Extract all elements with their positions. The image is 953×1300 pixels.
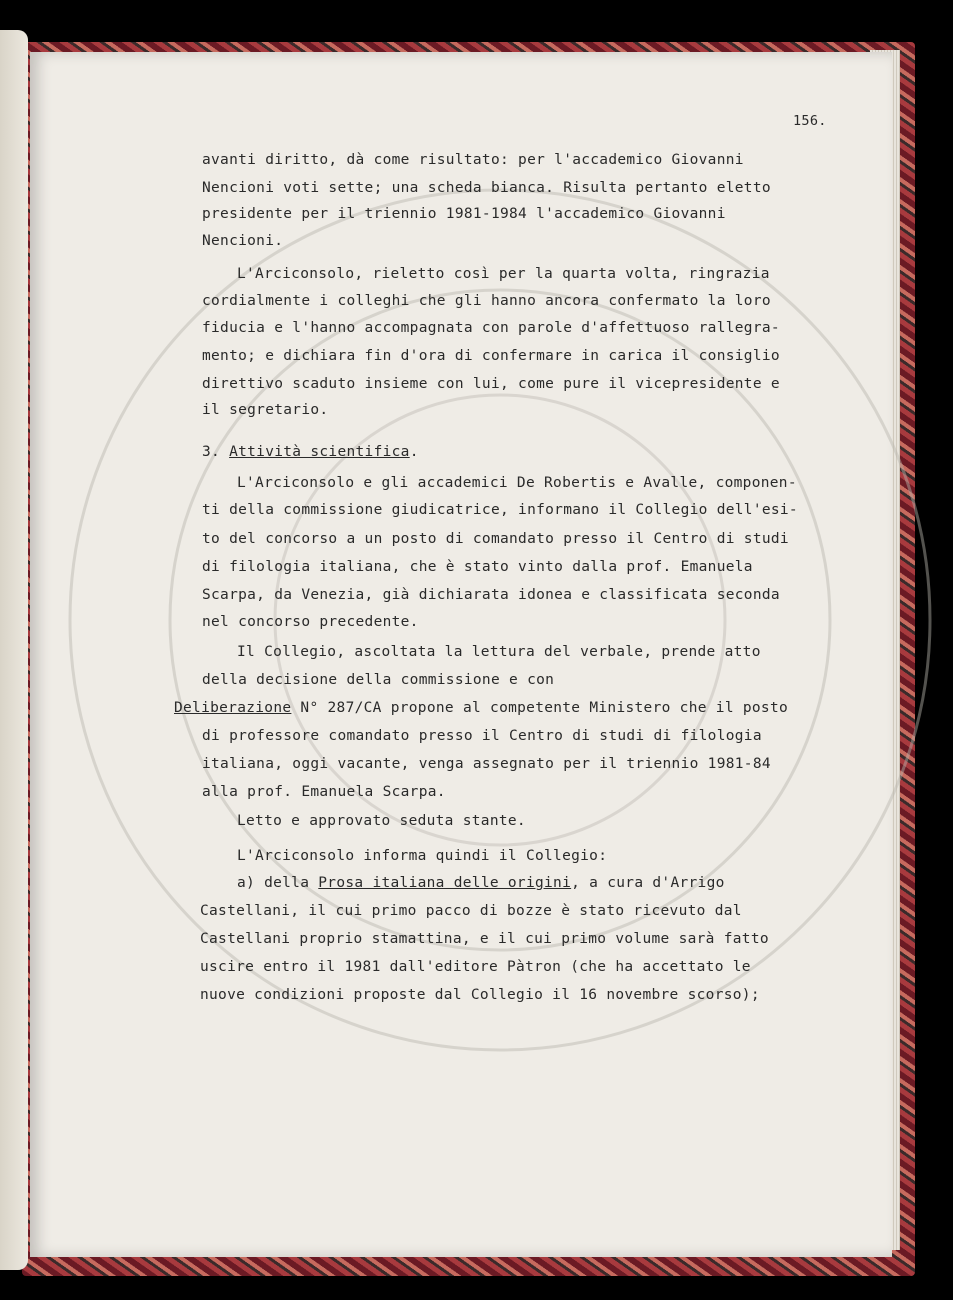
paragraph-3-line-6: nel concorso precedente. (202, 614, 419, 630)
paragraph-5-line-3: alla prof. Emanuela Scarpa. (202, 784, 446, 800)
paragraph-6: Letto e approvato seduta stante. (237, 813, 526, 829)
paragraph-1-line-2: Nencioni voti sette; una scheda bianca. Risulta pertanto eletto (202, 180, 771, 196)
paragraph-4-line-2: della decisione della commissione e con (202, 672, 555, 688)
paragraph-5-line-2: italiana, oggi vacante, venga assegnato per il triennio 1981-84 (202, 756, 771, 772)
paragraph-8-line-1: Castellani, il cui primo pacco di bozze è stato ricevuto dal (200, 903, 742, 919)
page-number: 156. (793, 113, 827, 129)
paragraph-3-line-3: to del concorso a un posto di comandato presso il Centro di studi (202, 531, 789, 547)
paragraph-1-line-1: avanti diritto, dà come risultato: per l'accademico Giovanni (202, 152, 744, 168)
left-page-edge (0, 30, 28, 1270)
paragraph-3-line-5: Scarpa, da Venezia, già dichiarata idonea e classificata seconda (202, 587, 780, 603)
paragraph-3-line-2: ti della commissione giudicatrice, informano il Collegio dell'esi- (202, 502, 798, 518)
paragraph-3-line-4: di filologia italiana, che è stato vinto dalla prof. Emanuela (202, 559, 753, 575)
paragraph-2-line-4: mento; e dichiara fin d'ora di confermare in carica il consiglio (202, 348, 780, 364)
paragraph-8-line-4: nuove condizioni proposte dal Collegio il 16 novembre scorso); (200, 987, 760, 1003)
paragraph-2-line-6: il segretario. (202, 402, 329, 418)
item-a-prefix: a) della (237, 875, 319, 891)
section-number: 3. (202, 444, 221, 460)
paragraph-3-line-1: L'Arciconsolo e gli accademici De Robertis e Avalle, componen- (237, 475, 797, 491)
item-a-title: Prosa italiana delle origini (318, 875, 572, 891)
paragraph-2-line-2: cordialmente i colleghi che gli hanno ancora confermato la loro (202, 293, 771, 309)
paragraph-2-line-5: direttivo scaduto insieme con lui, come pure il vicepresidente e (202, 376, 780, 392)
paragraph-8-line-3: uscire entro il 1981 dall'editore Pàtron (che ha accettato le (200, 959, 751, 975)
item-a-rest: , a cura d'Arrigo (571, 875, 725, 891)
section-title: Attività scientifica (229, 444, 410, 460)
paragraph-2-line-1: L'Arciconsolo, rieletto così per la quarta volta, ringrazia (237, 266, 770, 282)
paragraph-5-line-1: di professore comandato presso il Centro di studi di filologia (202, 728, 762, 744)
deliberation-label: Deliberazione (174, 700, 292, 716)
paragraph-4-line-1: Il Collegio, ascoltata la lettura del verbale, prende atto (237, 644, 761, 660)
paragraph-7: L'Arciconsolo informa quindi il Collegio: (237, 848, 608, 864)
paragraph-8-line-2: Castellani proprio stamattina, e il cui primo volume sarà fatto (200, 931, 769, 947)
paragraph-2-line-3: fiducia e l'hanno accompagnata con parole d'affettuoso rallegra- (202, 320, 780, 336)
item-a (237, 875, 725, 891)
paragraph-1-line-3: presidente per il triennio 1981-1984 l'accademico Giovanni (202, 206, 726, 222)
section-title-dot: . (409, 444, 419, 460)
section-heading (202, 444, 419, 460)
paragraph-1-line-4: Nencioni. (202, 233, 284, 249)
deliberation-text: N° 287/CA propone al competente Ministero che il posto (291, 700, 789, 716)
deliberation-line (174, 700, 788, 716)
